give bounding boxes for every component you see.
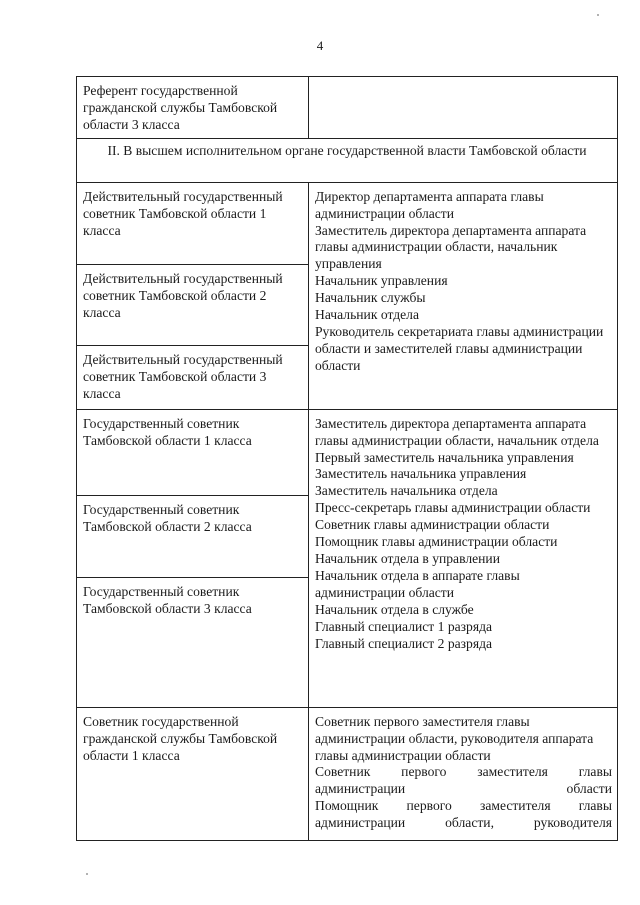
rank-cell: Государственный советник Тамбовской области 2 класса: [77, 495, 309, 577]
position-item: Начальник отдела в службе: [315, 601, 474, 617]
section-heading-row: [77, 138, 618, 182]
position-item: Директор департамента аппарата главы администрации области: [315, 188, 544, 221]
positions-cell: [309, 409, 618, 707]
rank-cell: Государственный советник Тамбовской области 3 класса: [77, 577, 309, 707]
position-item: Начальник отдела в управлении: [315, 550, 500, 566]
position-item: Советник первого заместителя главы администрации области: [315, 764, 612, 797]
table-row: [77, 707, 618, 840]
page-number: 4: [316, 38, 324, 53]
position-item: Начальник отдела в аппарате главы администрации области: [315, 567, 520, 600]
positions-table: [76, 76, 618, 841]
position-item: Советник главы администрации области: [315, 517, 550, 533]
position-item: Заместитель директора департамента аппарата главы администрации области, начальник отдела: [315, 415, 599, 448]
rank-cell: Действительный государственный советник Тамбовской области 3 класса: [77, 345, 309, 409]
positions-cell: [309, 707, 618, 840]
table-row: [77, 409, 618, 495]
table-row: [77, 182, 618, 264]
rank-cell: Действительный государственный советник Тамбовской области 2 класса: [77, 264, 309, 345]
position-item: Заместитель начальника управления: [315, 466, 527, 482]
position-item: Главный специалист 1 разряда: [315, 618, 493, 634]
position-item: Главный специалист 2 разряда: [315, 635, 493, 651]
section-heading: II. В высшем исполнительном органе государственной власти Тамбовской области: [77, 138, 618, 182]
position-item: Руководитель секретариата главы администрации области и заместителей главы администрации области: [315, 323, 604, 373]
scan-speck: [597, 14, 599, 16]
position-item: Начальник отдела: [315, 307, 419, 323]
table-row: [77, 77, 618, 139]
position-item: Помощник первого заместителя главы администрации области, руководителя: [315, 798, 612, 831]
position-item: Заместитель директора департамента аппарата главы администрации области, начальник управления: [315, 222, 587, 272]
positions-cell: [309, 182, 618, 409]
rank-cell: Действительный государственный советник Тамбовской области 1 класса: [77, 182, 309, 264]
rank-cell: Референт государственной гражданской службы Тамбовской области 3 класса: [77, 77, 309, 139]
rank-cell: Советник государственной гражданской службы Тамбовской области 1 класса: [77, 707, 309, 840]
position-item: Начальник службы: [315, 290, 426, 306]
scan-speck: [86, 873, 88, 875]
position-item: Начальник управления: [315, 273, 448, 289]
positions-cell: [309, 77, 618, 139]
position-item: Первый заместитель начальника управления: [315, 449, 574, 465]
position-item: Пресс-секретарь главы администрации области: [315, 500, 591, 516]
position-item: Помощник главы администрации области: [315, 534, 558, 550]
position-item: Советник первого заместителя главы администрации области, руководителя аппарата главы администрации области: [315, 713, 594, 763]
rank-cell: Государственный советник Тамбовской области 1 класса: [77, 409, 309, 495]
position-item: Заместитель начальника отдела: [315, 483, 498, 499]
